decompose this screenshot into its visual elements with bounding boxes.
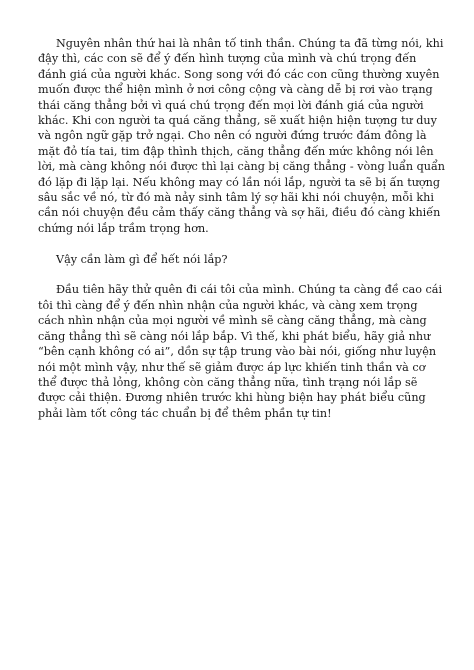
paragraph-cause: Nguyên nhân thứ hai là nhân tố tinh thần. Chúng ta đã từng nói, khi đậy thì, các con sẽ để ý đến hình tượng của mình và chú trọng đến đánh giá của người khác. Song song với đó các con cũng thường xuyên muốn được thể hiện mình ở nơi công cộng và càng dễ bị rơi vào trạng thái căng thẳng bởi vì quá chú trọng đến mọi lời đánh giá của người khác. Khi con người ta quá căng thẳng, sẽ xuất hiện hiện tượng tư duy và ngôn ngữ gặp trở ngại. Cho nên có người đứng trước đám đông là mặt đỏ tía tai, tim đập thình thịch, căng thẳng đến mức không nói lên lời, mà càng không nói được thì lại càng bị căng thẳng - vòng luẩn quẩn đó lặp đi lặp lại. Nếu không may có lần nói lắp, người ta sẽ bị ấn tượng sâu sắc về nó, từ đó mà nảy sinh tâm lý sợ hãi khi nói chuyện, mỗi khi cần nói chuyện đều cảm thấy căng thẳng và sợ hãi, điều đó càng khiến chứng nói lắp trầm trọng hơn. xyxy=(38,37,446,235)
paragraph-question: Vậy cần làm gì để hết nói lắp? xyxy=(56,252,228,266)
paragraph-solution: Đầu tiên hãy thử quên đi cái tôi của mình. Chúng ta càng đề cao cái tôi thì càng để ý đến nhìn nhận của người khác, và càng xem trọng cách nhìn nhận của mọi người về mình sẽ càng căng thẳng, mà càng căng thẳng thì sẽ càng nói lắp bắp. Vì thế, khi phát biểu, hãy giả như “bên cạnh không có ai”, dồn sự tập trung vào bài nói, giống như luyện nói một mình vậy, như thế sẽ giảm được áp lực khiến tinh thần và cơ thể được thả lỏng, không còn căng thẳng nữa, tình trạng nói lắp sẽ được cải thiện. Đương nhiên trước khi hùng biện hay phát biểu cũng phải làm tốt công tác chuẩn bị để thêm phần tự tin! xyxy=(38,283,443,420)
document-body xyxy=(38,36,446,437)
